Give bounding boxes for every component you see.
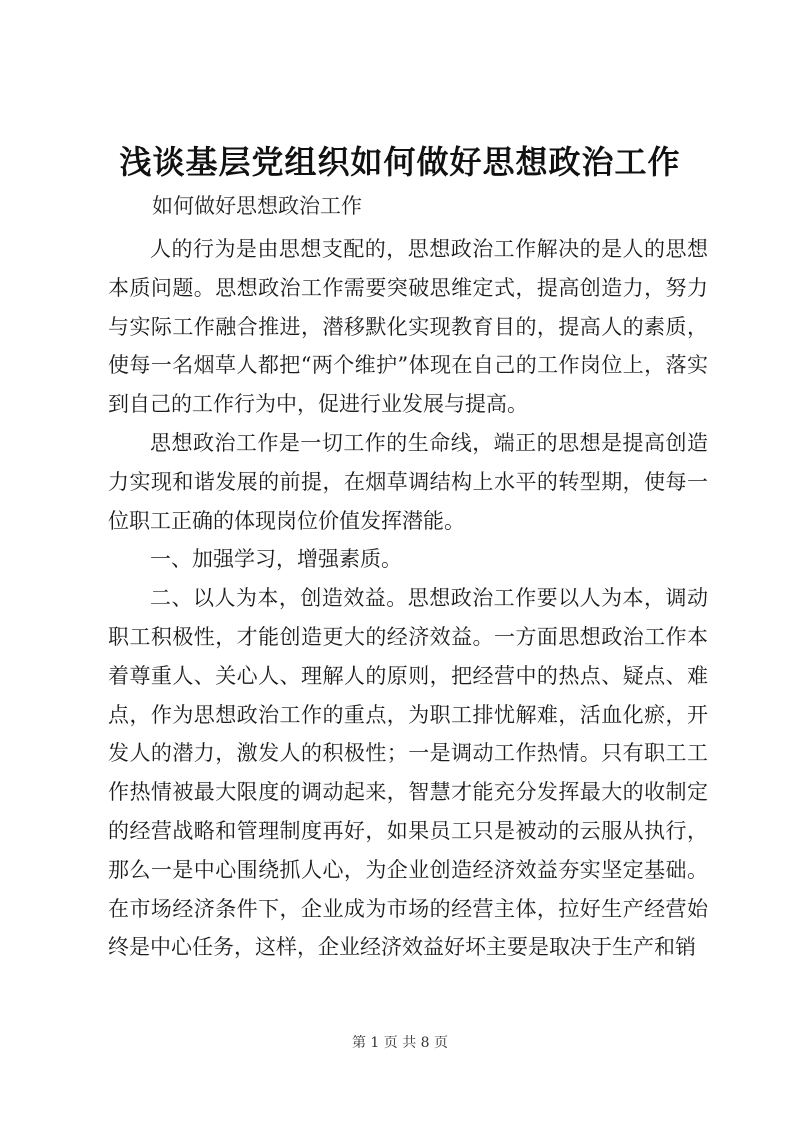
document-body — [108, 230, 708, 967]
page-footer: 第 1 页 共 8 页 — [351, 1035, 449, 1051]
paragraph: 人的行为是由思想支配的，思想政治工作解决的是人的思想本质问题。思想政治工作需要突破思维定式，提高创造力，努力与实际工作融合推进，潜移默化实现教育目的，提高人的素质，使每一名烟草人都把“两个维护”体现在自己的工作岗位上，落实到自己的工作行为中，促进行业发展与提高。 — [108, 237, 708, 417]
document-subtitle: 如何做好思想政治工作 — [152, 194, 362, 218]
document-title: 浅谈基层党组织如何做好思想政治工作 — [119, 143, 681, 181]
paragraph: 思想政治工作是一切工作的生命线，端正的思想是提高创造力实现和谐发展的前提，在烟草调结构上水平的转型期，使每一位职工正确的体现岗位价值发挥潜能。 — [108, 430, 708, 533]
paragraph: 一、加强学习，增强素质。 — [150, 547, 402, 572]
paragraph: 二、以人为本，创造效益。思想政治工作要以人为本，调动职工积极性，才能创造更大的经济效益。一方面思想政治工作本着尊重人、关心人、理解人的原则，把经营中的热点、疑点、难点，作为思想政治工作的重点，为职工排忧解难，活血化瘀，开发人的潜力，激发人的积极性；一是调动工作热情。只有职工工作热情被最大限度的调动起来，智慧才能充分发挥最大的收制定的经营战略和管理制度再好，如果员工只是被动的云服从执行，那么一是中心围绕抓人心，为企业创造经济效益夯实坚定基础。在市场经济条件下，企业成为市场的经营主体，拉好生产经营始终是中心任务，这样，企业经济效益好坏主要是取决于生产和销 — [108, 586, 708, 960]
